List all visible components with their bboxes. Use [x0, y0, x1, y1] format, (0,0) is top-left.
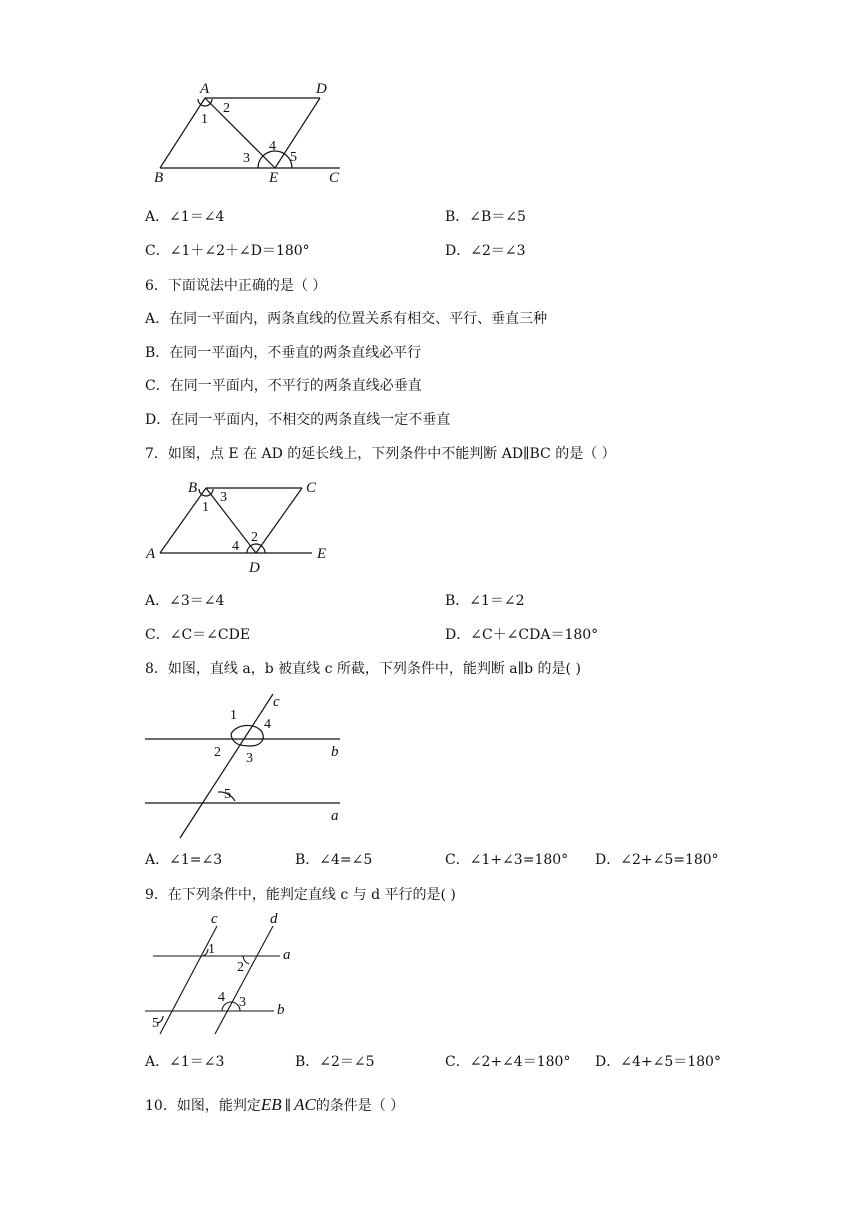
q9-angle-5: 5 — [152, 1016, 159, 1031]
q9-figure — [140, 910, 300, 1040]
q10-stem-prefix: 10．如图，能判定 — [145, 1098, 261, 1114]
q9-option-b: B．∠2＝∠5 — [295, 1054, 375, 1070]
q9-line-b: b — [277, 1002, 285, 1018]
q8-angle-4: 4 — [264, 717, 271, 732]
q5-point-D: D — [316, 81, 327, 97]
q7-angle-2: 2 — [251, 530, 258, 545]
q7-angle-3: 3 — [220, 490, 227, 505]
q9-angle-1: 1 — [208, 942, 215, 957]
q8-option-a: A．∠1=∠3 — [145, 852, 223, 868]
q8-angle-3: 3 — [246, 751, 253, 766]
q9-line-a: a — [283, 947, 291, 963]
q5-point-B: B — [154, 170, 164, 186]
q9-line-c: c — [211, 911, 218, 927]
q9-angle-2: 2 — [237, 960, 244, 975]
q6-stem: 6．下面说法中正确的是（ ） — [145, 278, 327, 294]
q9-stem: 9．在下列条件中，能判定直线 c 与 d 平行的是( ) — [145, 887, 456, 903]
q7-option-a: A．∠3＝∠4 — [145, 593, 225, 609]
q8-line-c: c — [273, 694, 280, 710]
q7-option-d: D．∠C＋∠CDA＝180° — [445, 627, 599, 643]
q7-point-B: B — [188, 480, 198, 496]
q8-angle-1: 1 — [230, 708, 237, 723]
q7-option-c: C．∠C＝∠CDE — [145, 627, 251, 643]
q5-angle-3: 3 — [243, 151, 250, 166]
q7-angle-1: 1 — [202, 500, 209, 515]
q9-line-d: d — [270, 911, 278, 927]
q9-option-a: A．∠1＝∠3 — [145, 1054, 225, 1070]
q7-point-C: C — [306, 480, 317, 496]
q5-angle-4: 4 — [269, 139, 276, 154]
q10-math-eb: EB — [260, 1095, 282, 1114]
q6-option-b: B．在同一平面内，不垂直的两条直线必平行 — [145, 345, 422, 361]
q9-option-c: C．∠2+∠4＝180° — [445, 1054, 571, 1070]
q5-option-c: C．∠1＋∠2＋∠D＝180° — [145, 243, 310, 259]
q5-angle-5: 5 — [290, 150, 297, 165]
q5-point-A: A — [200, 81, 210, 97]
q6-option-d: D．在同一平面内，不相交的两条直线一定不垂直 — [145, 412, 451, 428]
q8-line-a: a — [331, 808, 339, 824]
q5-angle-1: 1 — [201, 112, 208, 127]
q9-option-d: D．∠4+∠5＝180° — [595, 1054, 721, 1070]
q7-stem: 7．如图，点 E 在 AD 的延长线上，下列条件中不能判断 AD∥BC 的是（ ） — [145, 446, 616, 462]
q8-option-c: C．∠1+∠3=180° — [445, 852, 569, 868]
q5-option-d: D．∠2＝∠3 — [445, 243, 526, 259]
q10-stem-suffix: 的条件是（ ） — [315, 1098, 405, 1114]
q7-angle-4: 4 — [232, 539, 239, 554]
q5-figure — [140, 80, 360, 190]
q5-option-b: B．∠B＝∠5 — [445, 209, 526, 225]
q5-point-C: C — [329, 170, 340, 186]
q10-stem — [145, 1096, 404, 1115]
q8-figure — [140, 688, 360, 843]
q7-point-D: D — [249, 560, 260, 576]
q8-line-b: b — [331, 744, 339, 760]
q5-point-E: E — [269, 170, 279, 186]
q5-angle-2: 2 — [223, 101, 230, 116]
q8-angle-2: 2 — [214, 745, 221, 760]
q7-point-E: E — [317, 546, 327, 562]
q5-option-a: A．∠1＝∠4 — [145, 209, 225, 225]
q7-figure — [140, 478, 350, 578]
q9-angle-4: 4 — [218, 990, 225, 1005]
q8-option-b: B．∠4=∠5 — [295, 852, 373, 868]
q8-option-d: D．∠2+∠5=180° — [595, 852, 719, 868]
q8-angle-5: 5 — [224, 787, 231, 802]
q6-option-c: C．在同一平面内，不平行的两条直线必垂直 — [145, 378, 422, 394]
q10-math-ac: AC — [294, 1095, 316, 1114]
q7-option-b: B．∠1＝∠2 — [445, 593, 525, 609]
q8-stem: 8．如图，直线 a，b 被直线 c 所截，下列条件中，能判断 a∥b 的是( ) — [145, 661, 581, 677]
q6-option-a: A．在同一平面内，两条直线的位置关系有相交、平行、垂直三种 — [145, 311, 548, 327]
q7-point-A: A — [146, 546, 156, 562]
q9-angle-3: 3 — [239, 995, 246, 1010]
q10-parallel-sign: ∥ — [284, 1098, 292, 1114]
